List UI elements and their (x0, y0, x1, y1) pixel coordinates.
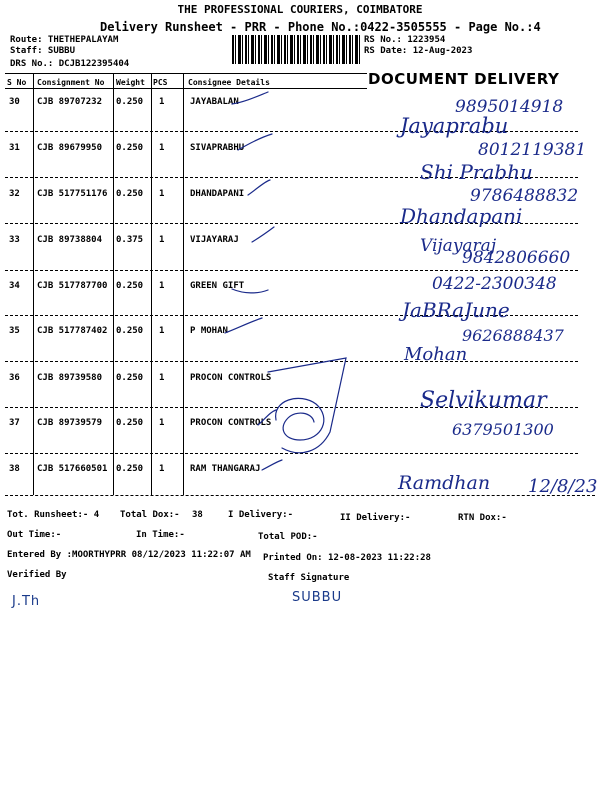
i-delivery-label: I Delivery:- (228, 510, 294, 520)
row-weight: 0.250 (116, 326, 144, 336)
row-consignment: CJB 517751176 (37, 189, 108, 199)
row-consignment: CJB 517660501 (37, 464, 108, 474)
col-header-consignee: Consignee Details (188, 78, 270, 87)
row-weight: 0.250 (116, 418, 144, 428)
out-time-label: Out Time:- (7, 530, 62, 540)
row-pcs: 1 (159, 97, 165, 107)
handwritten-signature: JaBRaJune (402, 298, 510, 322)
row-consignment: CJB 89738804 (37, 235, 103, 245)
row-weight: 0.375 (116, 235, 144, 245)
row-pcs: 1 (159, 189, 165, 199)
handwritten-signature: Vijayaraj (420, 236, 497, 256)
entered-by: Entered By :MOORTHYPRR 08/12/2023 11:22:07 AM (7, 550, 251, 560)
col-header-pcs: PCS (153, 78, 168, 87)
rtn-dox-label: RTN Dox:- (458, 513, 507, 523)
row-consignment: CJB 517787402 (37, 326, 108, 336)
row-weight: 0.250 (116, 97, 144, 107)
row-weight: 0.250 (116, 464, 144, 474)
row-consignment: CJB 517787700 (37, 281, 108, 291)
row-sno: 38 (9, 464, 20, 474)
tick-mark (252, 227, 274, 242)
total-runsheet: Tot. Runsheet:- 4 (7, 510, 100, 520)
row-weight: 0.250 (116, 281, 144, 291)
row-consignee: P MOHAN (190, 326, 228, 336)
row-consignee: VIJAYARAJ (190, 235, 239, 245)
row-sno: 32 (9, 189, 20, 199)
in-time-label: In Time:- (136, 530, 185, 540)
handwritten-phone: 9626888437 (462, 326, 564, 345)
tick-mark (262, 460, 282, 470)
handwritten-phone: 6379501300 (452, 420, 554, 439)
handwritten-signature: Mohan (404, 344, 468, 365)
row-pcs: 1 (159, 281, 165, 291)
handwritten-date: 12/8/23 (528, 476, 598, 497)
handwritten-signature: Jayaprabu (400, 114, 509, 138)
row-sno: 34 (9, 281, 20, 291)
staff-signature-label: Staff Signature (268, 573, 350, 583)
row-sno: 35 (9, 326, 20, 336)
tick-mark (225, 318, 262, 333)
handwritten-phone: 9842806660 (462, 248, 571, 268)
row-sno: 37 (9, 418, 20, 428)
row-consignee: PROCON CONTROLS (190, 418, 272, 428)
printed-on: Printed On: 12-08-2023 11:22:28 (263, 553, 431, 563)
row-pcs: 1 (159, 326, 165, 336)
handwritten-phone: 8012119381 (478, 140, 587, 160)
document-delivery-stamp: DOCUMENT DELIVERY (368, 70, 560, 88)
tick-mark (232, 92, 268, 104)
row-consignee: JAYABALAN (190, 97, 239, 107)
row-weight: 0.250 (116, 373, 144, 383)
handwritten-phone: 0422-2300348 (432, 274, 557, 294)
row-sno: 36 (9, 373, 20, 383)
procon-signature-loop (276, 398, 324, 440)
row-consignee: SIVAPRABHU (190, 143, 245, 153)
verified-by-signature: J.Th (12, 594, 41, 609)
col-header-weight: Weight (116, 78, 145, 87)
route-label: Route: THETHEPALAYAM (10, 35, 119, 45)
tick-mark (232, 289, 268, 293)
col-header-consignment: Consignment No (37, 78, 105, 87)
row-consignee: RAM THANGARAJ (190, 464, 261, 474)
handwritten-signature: Ramdhan (398, 472, 491, 494)
row-weight: 0.250 (116, 143, 144, 153)
rs-number: RS No.: 1223954 (364, 35, 446, 45)
row-consignment: CJB 89707232 (37, 97, 103, 107)
verified-by-label: Verified By (7, 570, 67, 580)
row-pcs: 1 (159, 235, 165, 245)
tick-mark (258, 410, 276, 425)
total-dox-value: 38 (192, 510, 203, 520)
handwritten-signature: Shi Prabhu (420, 160, 533, 184)
row-pcs: 1 (159, 418, 165, 428)
row-consignment: CJB 89739579 (37, 418, 103, 428)
total-dox-label: Total Dox:- (120, 510, 180, 520)
runsheet-title: Delivery Runsheet - PRR - Phone No.:0422-3505555 - Page No.:4 (100, 20, 541, 34)
row-pcs: 1 (159, 464, 165, 474)
row-consignment: CJB 89679950 (37, 143, 103, 153)
handwritten-signature: Dhandapani (400, 204, 523, 228)
handwritten-signature: Selvikumar (420, 388, 547, 413)
handwritten-phone: 9786488832 (470, 186, 579, 206)
row-sno: 33 (9, 235, 20, 245)
row-consignee: GREEN GIFT (190, 281, 245, 291)
row-pcs: 1 (159, 143, 165, 153)
row-consignee: DHANDAPANI (190, 189, 245, 199)
col-header-sno: S No (7, 78, 27, 87)
row-pcs: 1 (159, 373, 165, 383)
row-sno: 30 (9, 97, 20, 107)
row-consignee: PROCON CONTROLS (190, 373, 272, 383)
total-pod-label: Total POD:- (258, 532, 318, 542)
tick-mark (238, 134, 272, 150)
drs-number: DRS No.: DCJB122395404 (10, 59, 130, 69)
row-weight: 0.250 (116, 189, 144, 199)
row-consignment: CJB 89739580 (37, 373, 103, 383)
company-title: THE PROFESSIONAL COURIERS, COIMBATORE (177, 3, 423, 16)
row-sno: 31 (9, 143, 20, 153)
staff-label: Staff: SUBBU (10, 46, 76, 56)
handwritten-phone: 9895014918 (455, 97, 564, 117)
ii-delivery-label: II Delivery:- (340, 513, 411, 523)
staff-signature: SUBBU (292, 590, 343, 605)
tick-mark (248, 180, 270, 195)
rs-date: RS Date: 12-Aug-2023 (364, 46, 473, 56)
